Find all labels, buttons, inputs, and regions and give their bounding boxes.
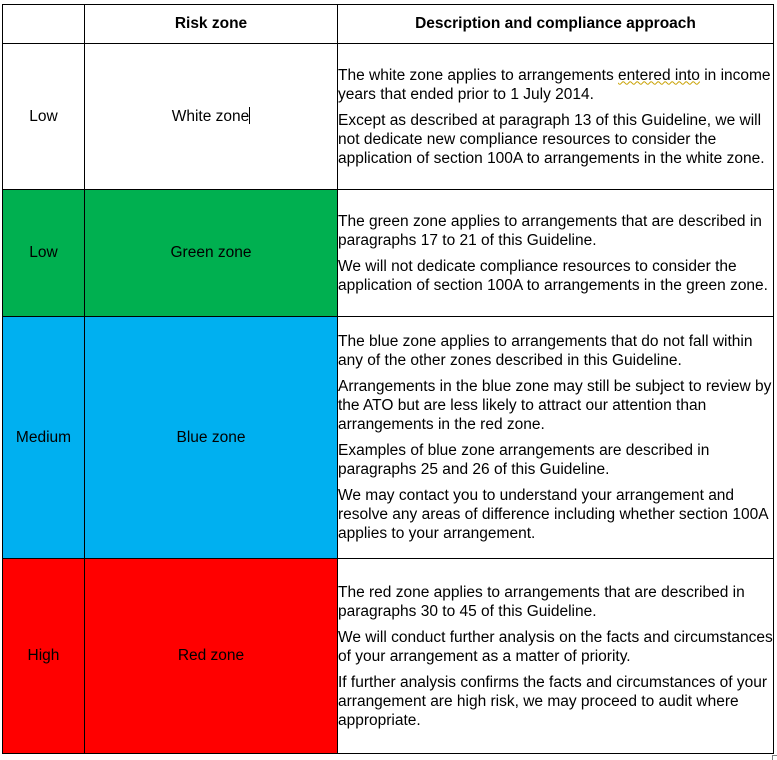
table-header-row [3,5,774,44]
zone-name: White zone [171,108,250,125]
description-paragraph: The green zone applies to arrangements that are described in paragraphs 17 to 21 of this Guideline. [338,212,762,249]
header-level [3,5,85,44]
row-blue-zone [3,317,774,559]
header-description: Description and compliance approach [338,5,774,44]
description-paragraph: We will not dedicate compliance resources to consider the application of section 100A to arrangements in the green zone. [338,257,768,294]
description-paragraph: We will conduct further analysis on the facts and circumstances of your arrangement as a matter of priority. [338,628,773,665]
risk-level-cell: High [3,559,85,754]
row-red-zone [3,559,774,754]
description-paragraph: We may contact you to understand your arrangement and resolve any areas of difference including whether section 100A applies to your arrangement. [338,487,768,542]
spellcheck-underline: entered into [618,66,700,84]
zone-name-cell: Blue zone [85,317,338,559]
header-risk-zone: Risk zone [85,5,338,44]
row-white-zone [3,44,774,190]
description-paragraph: Except as described at paragraph 13 of this Guideline, we will not dedicate new compliance resources to consider the application of section 100A to arrangements in the white zone. [338,111,765,167]
zone-name-cell: Green zone [85,190,338,317]
description-paragraph: The red zone applies to arrangements that are described in paragraphs 30 to 45 of this Guideline. [338,583,745,620]
description-cell [338,317,774,559]
description-paragraph: If further analysis confirms the facts and circumstances of your arrangement are high risk, we may proceed to audit where appropriate. [338,673,768,729]
description-paragraph: The white zone applies to arrangements entered into in income years that ended prior to 1 July 2014. [338,66,771,103]
text-cursor [249,107,250,124]
description-cell [338,190,774,317]
zone-name-cell[interactable] [85,44,338,190]
risk-zone-table [2,4,774,754]
risk-level-cell: Low [3,190,85,317]
risk-level-cell: Low [3,44,85,190]
description-paragraph: Arrangements in the blue zone may still be subject to review by the ATO but are less likely to attract our attention than arrangements in the red zone. [338,378,772,433]
risk-level-cell: Medium [3,317,85,559]
row-green-zone [3,190,774,317]
description-cell [338,44,774,190]
description-paragraph: The blue zone applies to arrangements that do not fall within any of the other zones described in this Guideline. [338,333,753,369]
table-resize-handle[interactable] [772,755,777,760]
zone-name-cell: Red zone [85,559,338,754]
description-cell [338,559,774,754]
description-paragraph: Examples of blue zone arrangements are described in paragraphs 25 and 26 of this Guideline. [338,442,710,478]
